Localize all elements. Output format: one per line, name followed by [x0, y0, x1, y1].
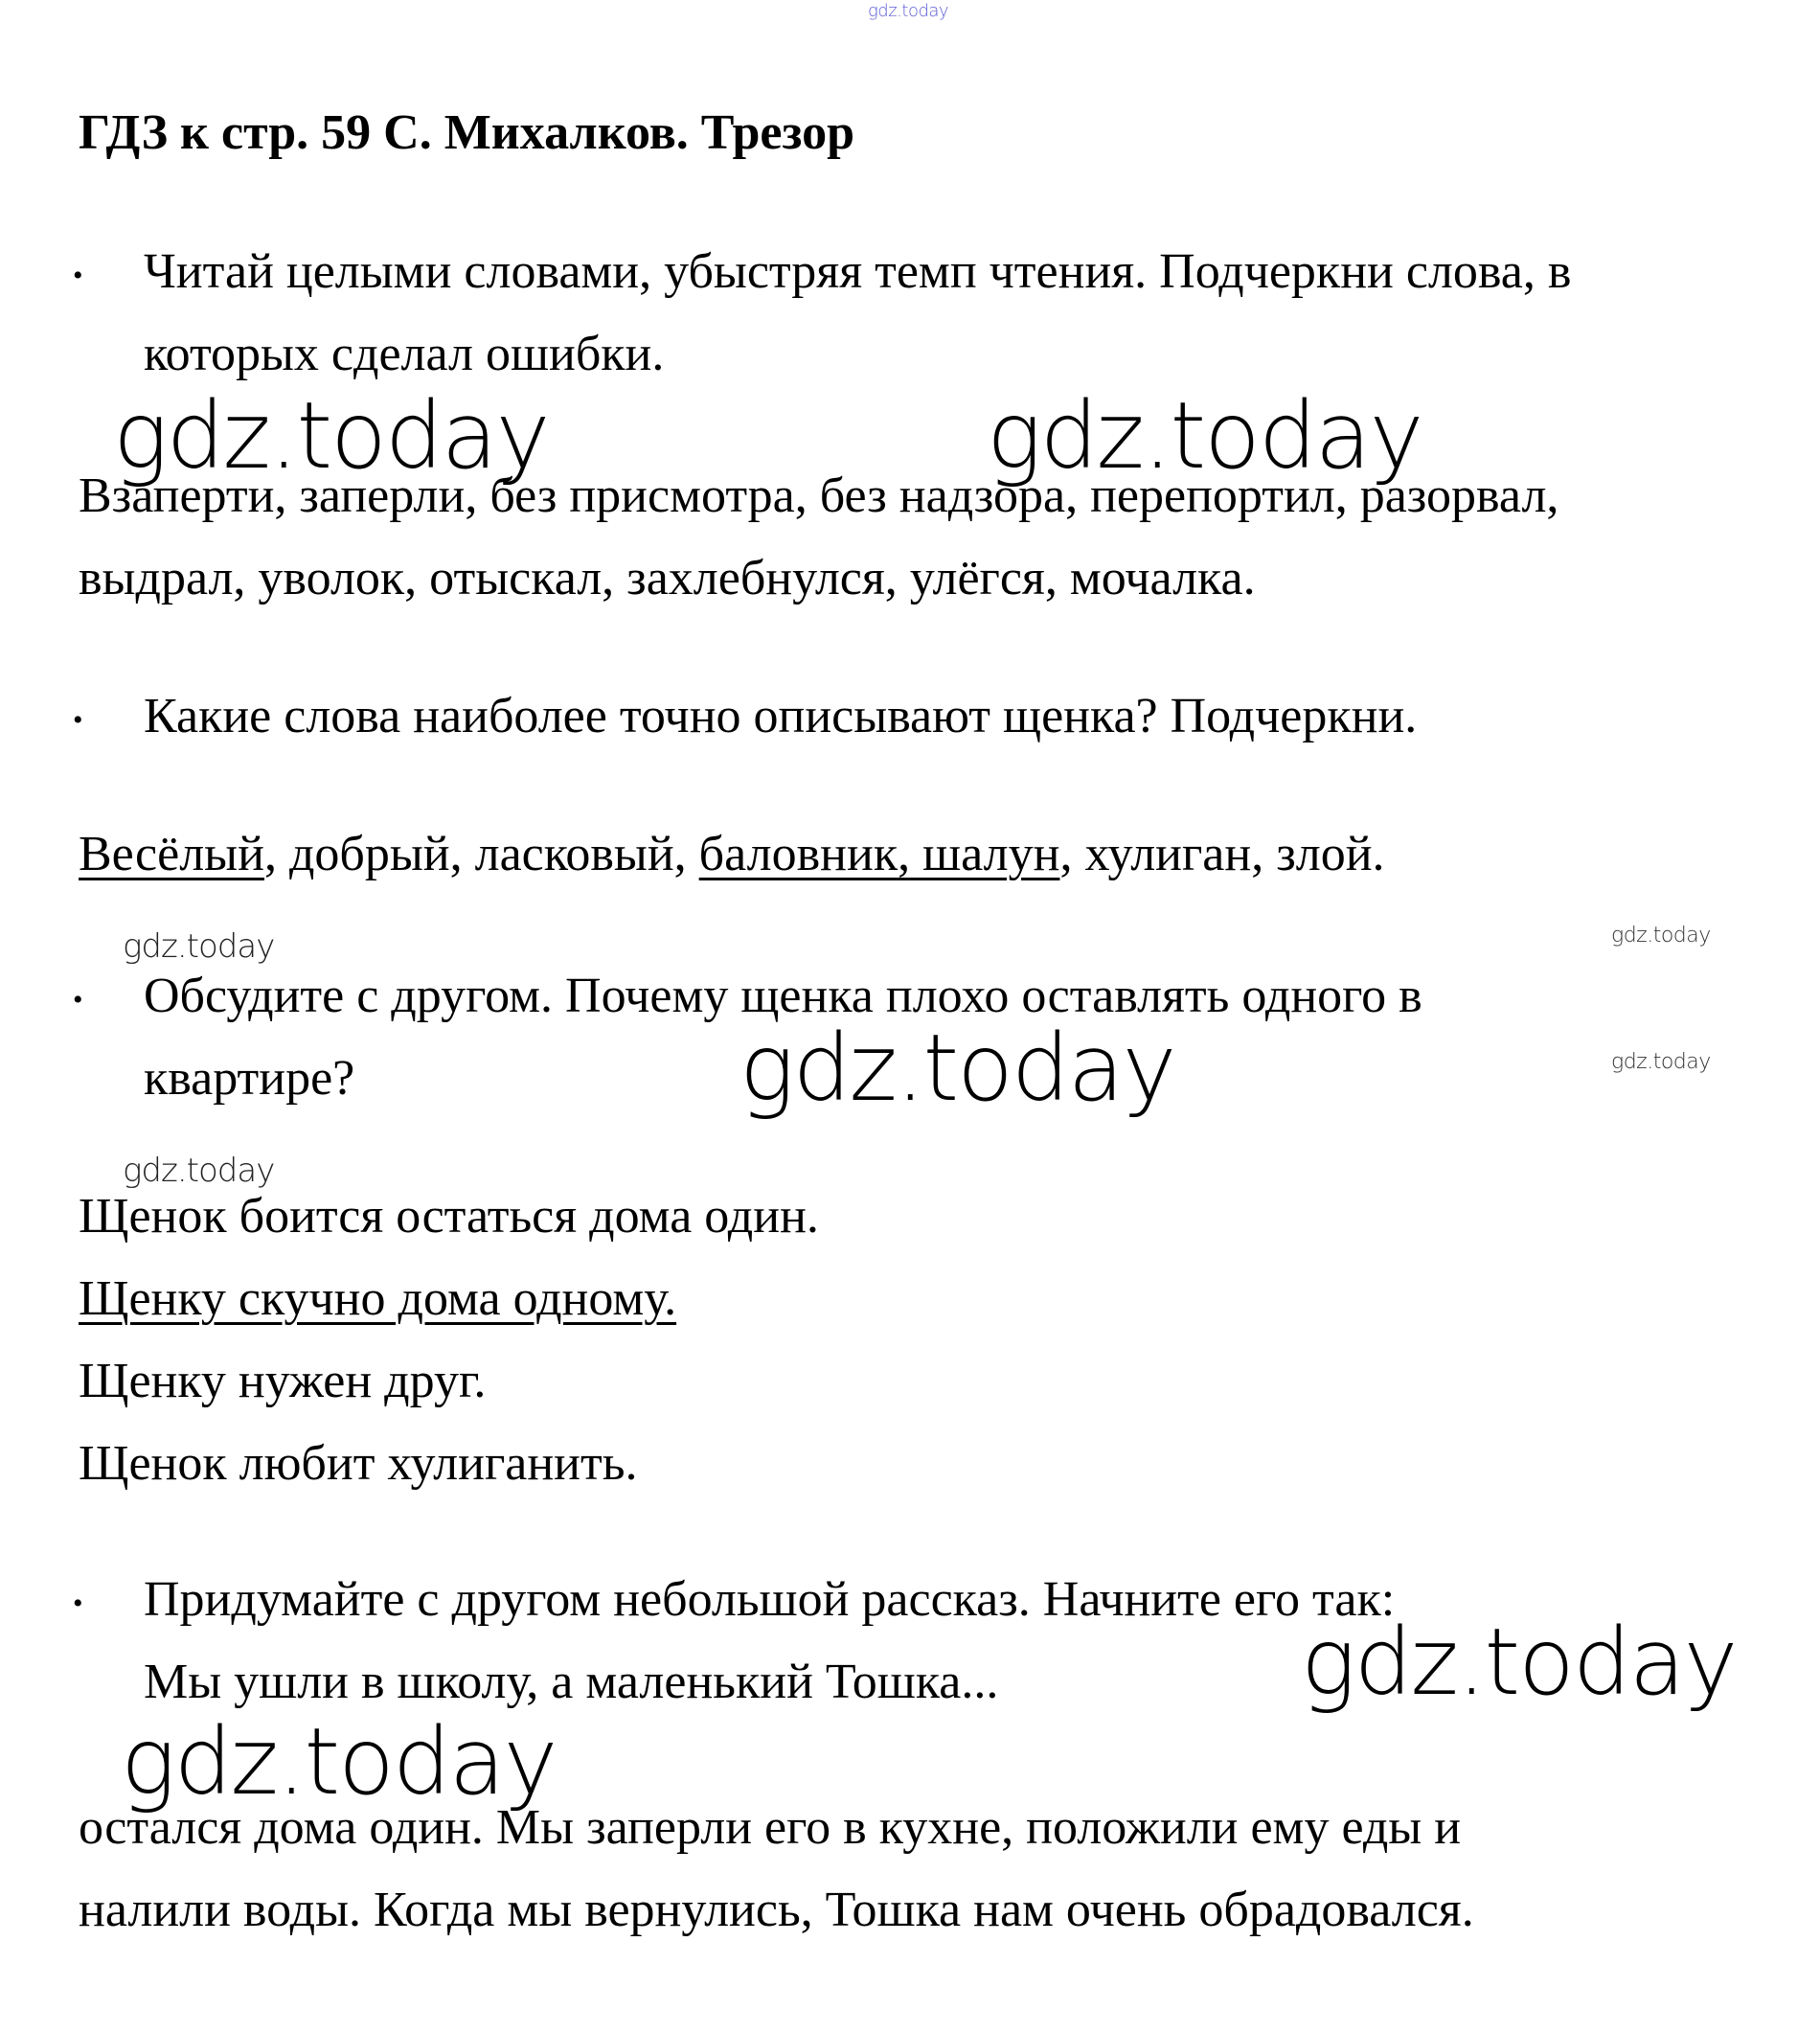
task-4-line-1: Придумайте с другом небольшой рассказ. Начните его так: [144, 1572, 1396, 1627]
watermark: gdz.today [121, 1708, 557, 1816]
page-title: ГДЗ к стр. 59 С. Михалков. Трезор [79, 105, 854, 160]
bullet-task-3: • [73, 984, 83, 1016]
task-2-line-1: Какие слова наиболее точно описывают щенка? Подчеркни. [144, 689, 1418, 743]
answer-2-text: , хулиган, злой. [1059, 827, 1385, 881]
bullet-task-2: • [73, 704, 83, 736]
watermark: gdz.today [1611, 924, 1711, 948]
watermark: gdz.today [739, 1015, 1175, 1122]
task-1-line-2: которых сделал ошибки. [144, 327, 665, 381]
underlined-word: баловник, шалун [698, 827, 1060, 881]
watermark: gdz.today [123, 927, 275, 966]
underlined-word: Весёлый [79, 827, 264, 881]
task-1-line-1: Читай целыми словами, убыстряя темп чтения. Подчеркни слова, в [144, 244, 1572, 299]
watermark-top: gdz.today [868, 1, 949, 21]
watermark: gdz.today [113, 382, 549, 490]
answer-2-line [79, 822, 1385, 887]
bullet-task-1: • [73, 260, 83, 291]
watermark: gdz.today [123, 1152, 275, 1190]
answer-4-line-1: остался дома один. Мы заперли его в кухне, положили ему еды и [79, 1800, 1462, 1855]
bullet-task-4: • [73, 1588, 83, 1619]
answer-4-line-2: налили воды. Когда мы вернулись, Тошка нам очень обрадовался. [79, 1883, 1474, 1937]
watermark: gdz.today [1301, 1609, 1737, 1716]
answer-3-line-4: Щенок любит хулиганить. [79, 1436, 638, 1491]
answer-3-line-2 [79, 1267, 676, 1332]
answer-2-text: , добрый, ласковый, [263, 827, 699, 881]
task-3-line-2: квартире? [144, 1051, 355, 1106]
answer-1-line-1: Взаперти, заперли, без присмотра, без надзора, перепортил, разорвал, [79, 468, 1559, 523]
answer-3-line-1: Щенок боится остаться дома один. [79, 1189, 819, 1244]
answer-1-line-2: выдрал, уволок, отыскал, захлебнулся, улёгся, мочалка. [79, 551, 1256, 605]
watermark: gdz.today [987, 382, 1422, 490]
task-3-line-1: Обсудите с другом. Почему щенка плохо оставлять одного в [144, 969, 1422, 1023]
answer-3-line-3: Щенку нужен друг. [79, 1354, 487, 1408]
watermark: gdz.today [1611, 1050, 1711, 1074]
task-4-line-2: Мы ушли в школу, а маленький Тошка... [144, 1655, 999, 1709]
underlined-sentence: Щенку скучно дома одному. [79, 1271, 677, 1326]
